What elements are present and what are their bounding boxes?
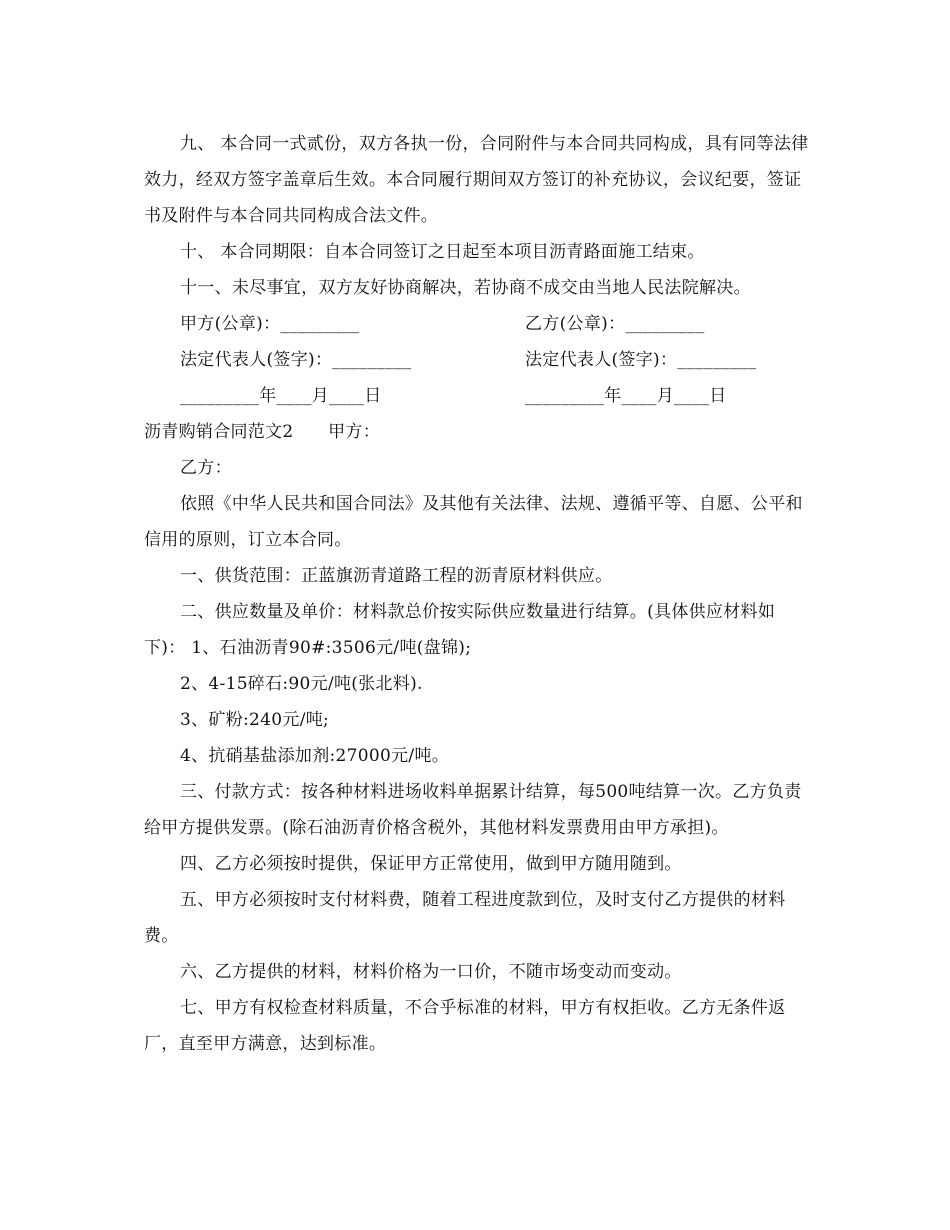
price-item-gravel: 2、4-15碎石:90元/吨(张北料). [180,674,423,694]
clause-9: 九、 本合同一式贰份，双方各执一份，合同附件与本合同共同构成，具有同等法律效力，经双方签字盖章后生效。本合同履行期间双方签订的补充协议，会议纪要，签证书及附件与本合同共同构成合法文件。 [144,134,809,226]
second-contract-title: 沥青购销合同范文2 甲方： [144,422,381,442]
clause-11: 十一、未尽事宜，双方友好协商解决，若协商不成交由当地人民法院解决。 [180,278,751,298]
clause-supply-obligation: 四、乙方必须按时提供，保证甲方正常使用，做到甲方随用随到。 [180,854,682,874]
party-b-seal: 乙方(公章)：_________ [525,314,705,334]
document-body [144,126,810,1062]
party-a-date: _________年____月____日 [180,386,382,406]
price-item-mineral-powder: 3、矿粉:240元/吨; [180,710,330,730]
party-a-seal: 甲方(公章)：_________ [180,314,360,334]
signature-row-date [144,378,810,414]
party-a-representative: 法定代表人(签字)：_________ [180,350,412,370]
clause-quality-inspection: 七、甲方有权检查材料质量，不合乎标准的材料，甲方有权拒收。乙方无条件返厂，直至甲方满意，达到标准。 [144,998,786,1054]
clause-quantity-price: 二、供应数量及单价：材料款总价按实际供应数量进行结算。(具体供应材料如下)： 1、石油沥青90#:3506元/吨(盘锦); [144,602,776,658]
party-b-date: _________年____月____日 [525,386,727,406]
clause-fixed-price: 六、乙方提供的材料，材料价格为一口价，不随市场变动而变动。 [180,962,682,982]
price-item-additive: 4、抗硝基盐添加剂:27000元/吨。 [180,746,450,766]
signature-row-seal [144,306,810,342]
signature-row-representative [144,342,810,378]
clause-supply-scope: 一、供货范围：正蓝旗沥青道路工程的沥青原材料供应。 [180,566,613,586]
party-b-representative: 法定代表人(签字)：_________ [525,350,757,370]
clause-payment-obligation: 五、甲方必须按时支付材料费，随着工程进度款到位，及时支付乙方提供的材料费。 [144,890,786,946]
clause-payment: 三、付款方式：按各种材料进场收料单据累计结算，每500吨结算一次。乙方负责给甲方提供发票。(除石油沥青价格含税外，其他材料发票费用由甲方承担)。 [144,782,802,838]
party-b-label: 乙方： [180,458,232,478]
preamble: 依照《中华人民共和国合同法》及其他有关法律、法规、遵循平等、自愿、公平和信用的原则，订立本合同。 [144,494,803,550]
clause-10: 十、 本合同期限：自本合同签订之日起至本项目沥青路面施工结束。 [180,242,705,262]
